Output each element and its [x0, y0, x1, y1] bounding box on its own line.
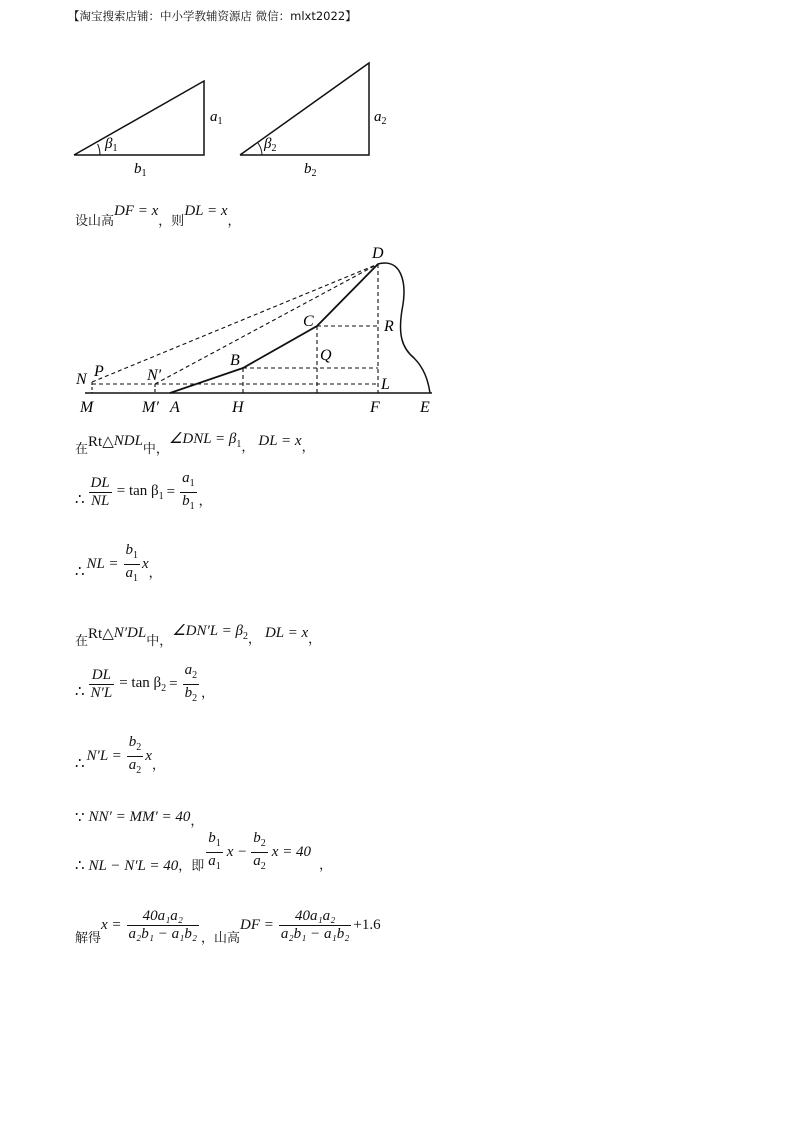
text-jiede: 解得: [75, 931, 102, 946]
var-x: x: [145, 748, 152, 764]
eq-df: DF = x: [114, 203, 159, 219]
frac-x-solution: $\frac{\text{40a₁a₂}}{\text{a₂b₁ − a₁b₂}}$: [128, 908, 198, 942]
text-ji: ，即: [178, 859, 205, 874]
label-b1: $b_1$: [134, 161, 147, 179]
label-a1: $a_1$: [210, 109, 223, 127]
label-L: L: [381, 376, 390, 393]
eq-dl: DL = x: [258, 433, 302, 449]
frac-b1-a1: $\frac{b_1}{a_1}$: [125, 542, 138, 584]
label-H: H: [232, 399, 244, 416]
triangle-1: [74, 81, 204, 155]
text-end: ，: [198, 494, 212, 509]
line-set-height: [75, 200, 241, 229]
rt-triangle: Rt△: [88, 434, 114, 450]
therefore: ∴: [75, 684, 85, 700]
nn-mm-expr: NN′ = MM′ = 40: [88, 809, 191, 825]
label-beta1: $\beta_1$: [105, 136, 118, 154]
x-equals-40: x = 40: [271, 844, 312, 860]
tri-name: NDL: [113, 433, 143, 449]
triangles-figure: [60, 55, 410, 180]
text-end: ，: [201, 686, 215, 701]
text-then: ，则: [158, 214, 185, 229]
line-difference: [75, 830, 333, 875]
line-because: [75, 806, 203, 829]
text-zai: 在: [75, 442, 89, 457]
frac-b2-a2: $\frac{b_2}{a_2}$: [128, 734, 142, 776]
text-zhong: 中，: [146, 634, 173, 649]
label-P: P: [94, 363, 104, 380]
x-lhs: x =: [101, 917, 122, 933]
tri-name: N′DL: [113, 625, 147, 641]
line-solution: [75, 905, 381, 946]
label-B: B: [230, 352, 240, 369]
label-R: R: [384, 318, 394, 335]
therefore: ∴: [75, 756, 85, 772]
eq-dl: DL = x: [264, 625, 309, 641]
frac-b2-a2: $\frac{b_2}{a_2}$: [253, 830, 266, 872]
label-M: M: [80, 399, 94, 416]
label-F: F: [370, 399, 380, 416]
plus-1-6: +1.6: [353, 917, 381, 933]
x-minus: x −: [226, 844, 248, 860]
label-N: N: [76, 371, 87, 388]
angle-dnl: ∠DNL = $\beta_1$: [168, 431, 242, 450]
triangle-2: [240, 63, 369, 155]
text-comma: ，: [227, 214, 241, 229]
line-nl: [75, 542, 162, 587]
therefore: ∴: [75, 858, 85, 874]
text-end: ，: [190, 814, 204, 829]
frac-b1-a1: $\frac{b_1}{a_1}$: [208, 830, 221, 872]
line-rt-n-prime-dl: [75, 620, 321, 649]
line-tan-beta1: [75, 470, 212, 515]
slope-path: [170, 264, 378, 393]
text-end: ，: [151, 758, 165, 773]
nl-minus-n-prime-l: NL − N′L = 40: [88, 858, 179, 874]
text-comma: ，: [241, 440, 255, 455]
line-tan-beta2: [75, 662, 214, 707]
mountain-figure: [70, 240, 450, 420]
label-M-prime: M′: [142, 399, 159, 416]
label-D: D: [372, 245, 384, 262]
line-n-prime-l: [75, 734, 165, 779]
tan-beta1: = $\tan \beta_1$: [116, 483, 164, 502]
text-end: ，: [308, 632, 322, 647]
equals: =: [169, 676, 178, 692]
therefore: ∴: [75, 492, 85, 508]
label-b2: $b_2$: [304, 161, 317, 179]
label-C: C: [303, 313, 314, 330]
text-mountain-height: ，山高: [201, 931, 241, 946]
frac-a2-b2: $\frac{a_2}{b_2}$: [184, 662, 198, 704]
label-beta2: $\beta_2$: [264, 136, 277, 154]
nl-lhs: NL =: [86, 556, 119, 572]
page-header: 【淘宝搜索店铺：中小学教辅资源店 微信：mlxt2022】: [68, 9, 357, 23]
frac-dl-nl: $\frac{DL}{NL}$: [90, 475, 110, 509]
label-a2: $a_2$: [374, 109, 387, 127]
text-end: ，: [148, 566, 162, 581]
label-Q: Q: [320, 347, 332, 364]
line-rt-ndl: [75, 428, 315, 457]
sight-line-n-prime: [155, 264, 378, 384]
df-lhs: DF =: [240, 917, 274, 933]
label-A: A: [170, 399, 180, 416]
angle-arc-2: [258, 143, 262, 155]
frac-df-solution: $\frac{\text{40a₁a₂}}{\text{a₂b₁ − a₁b₂}}$: [280, 908, 350, 942]
angle-dn-prime-l: ∠DN′L = $\beta_2$: [172, 623, 248, 642]
because: ∵: [75, 810, 85, 826]
label-E: E: [420, 399, 430, 416]
text-zhong: 中，: [142, 442, 169, 457]
n-prime-l-lhs: N′L =: [86, 748, 122, 764]
text-zai: 在: [75, 634, 89, 649]
tan-beta2: = $\tan \beta_2$: [119, 675, 167, 694]
frac-a1-b1: $\frac{a_1}{b_1}$: [182, 470, 195, 512]
text-prefix: 设山高: [75, 214, 115, 229]
label-N-prime: N′: [147, 367, 162, 384]
text-end: ，: [301, 440, 315, 455]
text-comma: ，: [247, 632, 261, 647]
equals: =: [166, 484, 176, 500]
eq-dl: DL = x: [184, 203, 228, 219]
frac-dl-n-prime-l: $\frac{DL}{N'L}$: [90, 667, 113, 701]
var-x: x: [142, 556, 149, 572]
therefore: ∴: [75, 564, 85, 580]
text-end: ，: [319, 858, 333, 873]
angle-arc-1: [98, 144, 100, 155]
rt-triangle: Rt△: [88, 626, 114, 642]
